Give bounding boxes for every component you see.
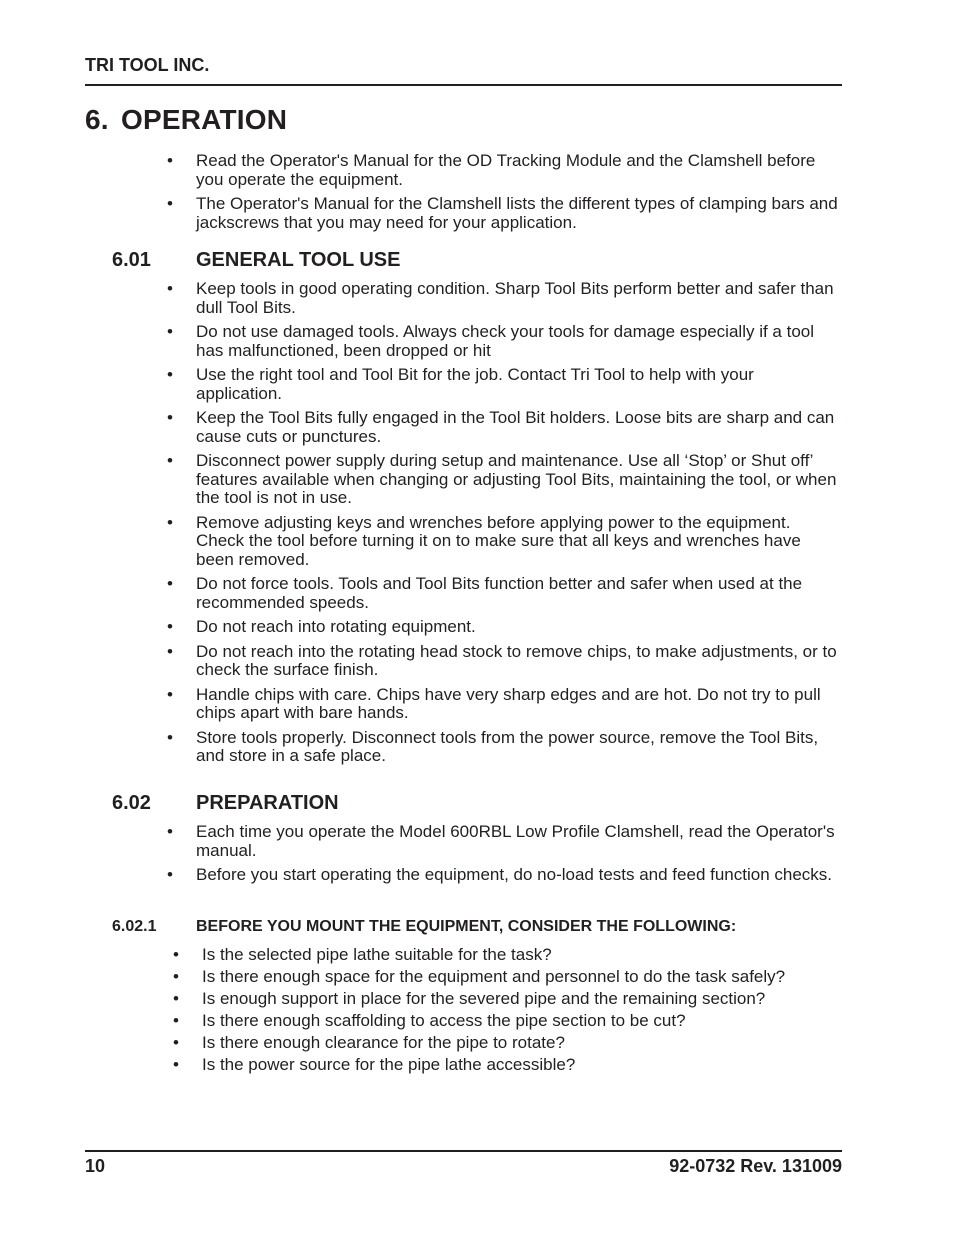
list-item-text: Do not use damaged tools. Always check your tools for damage especially if a tool has malfunctioned, been dropped or hit <box>196 322 815 360</box>
list-item-text: Keep the Tool Bits fully engaged in the Tool Bit holders. Loose bits are sharp and can cause cuts or punctures. <box>196 408 835 446</box>
bullet-marker: • <box>167 684 173 704</box>
list-item <box>85 618 842 637</box>
list-item <box>85 195 842 232</box>
bullet-marker: • <box>167 574 173 593</box>
bullet-marker: • <box>167 408 173 427</box>
list-item-text: Is there enough clearance for the pipe to rotate? <box>202 1033 565 1052</box>
footer-rule <box>85 1150 842 1152</box>
list-item-text: Do not reach into rotating equipment. <box>196 617 476 636</box>
list-item <box>85 366 842 403</box>
section-number: 6.01 <box>112 249 151 271</box>
mount-checklist-block <box>85 945 842 1077</box>
list-item <box>85 514 842 570</box>
list-item-text: Disconnect power supply during setup and maintenance. Use all ‘Stop’ or Shut off’ features available when changing or adjusting Tool Bits, maintaining the tool, or when the tool is not in use. <box>196 451 837 507</box>
bullet-marker: • <box>167 194 173 213</box>
bullet-marker: • <box>167 451 173 470</box>
list-item-text: Keep tools in good operating condition. Sharp Tool Bits perform better and safer than dull Tool Bits. <box>196 279 834 317</box>
document-page <box>85 0 842 1235</box>
bullet-marker: • <box>167 865 173 884</box>
list-item-text: Before you start operating the equipment, do no-load tests and feed function checks. <box>196 865 833 884</box>
bullet-marker: • <box>173 967 179 986</box>
general-tool-use-list-block <box>85 280 842 772</box>
list-item-text: Each time you operate the Model 600RBL Low Profile Clamshell, read the Operator's manual. <box>196 822 835 860</box>
section-heading-6-02 <box>112 792 339 815</box>
bullet-marker: • <box>173 1055 179 1074</box>
list-item-text: Is the power source for the pipe lathe accessible? <box>202 1055 576 1074</box>
footer-document-id: 92-0732 Rev. 131009 <box>669 1156 842 1176</box>
bullet-marker: • <box>167 279 173 298</box>
preparation-list-block <box>85 823 842 891</box>
intro-list-block <box>85 152 842 238</box>
chapter-number: 6. <box>85 104 109 135</box>
list-item <box>85 643 842 680</box>
bullet-marker: • <box>173 1011 179 1030</box>
chapter-title-text: OPERATION <box>120 104 288 135</box>
list-item-text: Remove adjusting keys and wrenches before applying power to the equipment. Check the tool before turning it on to make sure that all keys and wrenches have been removed. <box>196 512 801 569</box>
section-heading-6-01 <box>112 249 400 272</box>
list-item <box>85 866 842 885</box>
section-title: PREPARATION <box>196 792 339 814</box>
list-item <box>85 989 842 1008</box>
list-item <box>85 1055 842 1074</box>
list-item <box>85 1011 842 1030</box>
list-item <box>85 452 842 508</box>
bullet-marker: • <box>173 1033 179 1052</box>
list-item <box>85 967 842 986</box>
list-item-text: Do not force tools. Tools and Tool Bits function better and safer when used at the recommended speeds. <box>196 574 803 612</box>
list-item-text: Is the selected pipe lathe suitable for the task? <box>202 945 552 964</box>
section-title: GENERAL TOOL USE <box>196 249 401 271</box>
list-item <box>85 575 842 612</box>
bullet-marker: • <box>167 151 173 170</box>
footer-page-number: 10 <box>85 1156 106 1176</box>
chapter-title <box>85 104 287 136</box>
list-item-text: Store tools properly. Disconnect tools from the power source, remove the Tool Bits, and store in a safe place. <box>196 727 819 765</box>
list-item-text: Is enough support in place for the severed pipe and the remaining section? <box>202 989 766 1008</box>
mount-checklist <box>85 945 842 1074</box>
bullet-marker: • <box>167 322 173 341</box>
header-rule <box>85 84 842 86</box>
bullet-marker: • <box>167 822 173 841</box>
list-item-text: Do not reach into the rotating head stock to remove chips, to make adjustments, or to check the surface finish. <box>196 641 837 679</box>
bullet-marker: • <box>167 617 173 636</box>
header-company-name: TRI TOOL INC. <box>85 55 210 75</box>
list-item <box>85 729 842 766</box>
subsection-title: BEFORE YOU MOUNT THE EQUIPMENT, CONSIDER THE FOLLOWING: <box>196 918 737 935</box>
intro-list <box>85 152 842 232</box>
list-item <box>85 280 842 317</box>
list-item-text: Use the right tool and Tool Bit for the job. Contact Tri Tool to help with your application. <box>196 365 754 403</box>
bullet-marker: • <box>173 945 179 964</box>
list-item <box>85 945 842 964</box>
list-item-text: Is there enough space for the equipment and personnel to do the task safely? <box>202 967 786 986</box>
section-number: 6.02 <box>112 792 151 814</box>
list-item-text: Handle chips with care. Chips have very sharp edges and are hot. Do not try to pull chips apart with bare hands. <box>196 684 821 722</box>
bullet-marker: • <box>167 512 173 532</box>
general-tool-use-list <box>85 280 842 766</box>
list-item <box>85 152 842 189</box>
list-item-text: The Operator's Manual for the Clamshell lists the different types of clamping bars and jackscrews that you may need for your application. <box>196 194 838 232</box>
bullet-marker: • <box>167 365 173 384</box>
bullet-marker: • <box>173 989 179 1008</box>
list-item-text: Read the Operator's Manual for the OD Tracking Module and the Clamshell before you operate the equipment. <box>196 151 816 189</box>
list-item <box>85 409 842 446</box>
list-item <box>85 823 842 860</box>
bullet-marker: • <box>167 641 173 661</box>
list-item <box>85 686 842 723</box>
list-item <box>85 1033 842 1052</box>
list-item <box>85 323 842 360</box>
bullet-marker: • <box>167 727 173 747</box>
subsection-heading-6-02-1 <box>112 918 736 936</box>
preparation-list <box>85 823 842 885</box>
list-item-text: Is there enough scaffolding to access the pipe section to be cut? <box>202 1011 686 1030</box>
subsection-number: 6.02.1 <box>112 918 157 935</box>
